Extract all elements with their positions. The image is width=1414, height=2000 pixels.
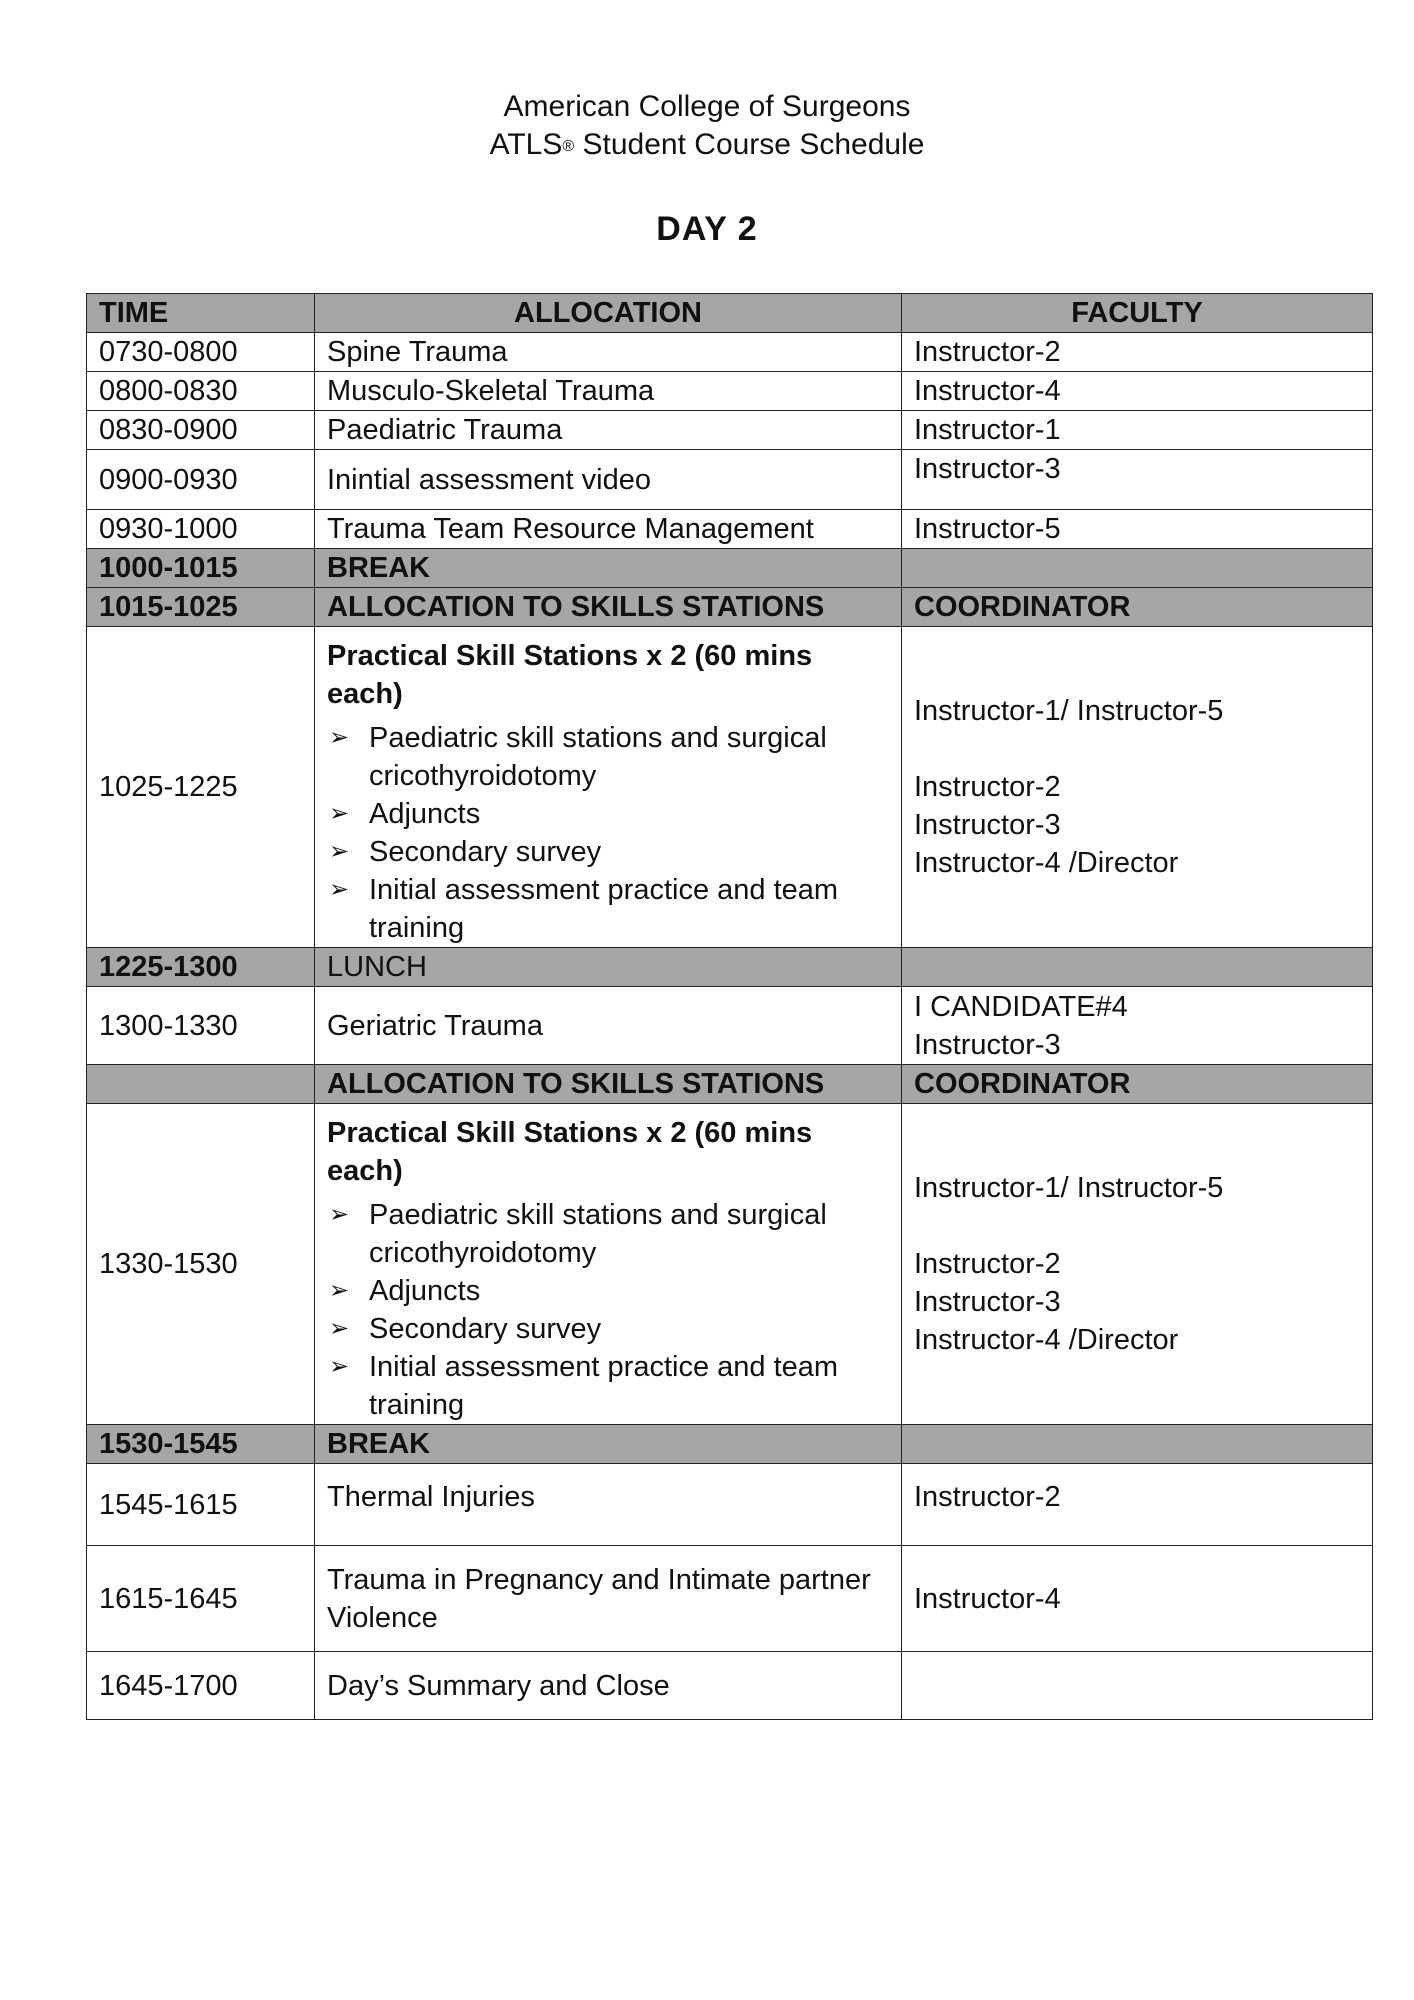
column-header-allocation: ALLOCATION [315,294,902,333]
station-label: Adjuncts [369,1275,481,1307]
stations-cell [315,627,902,948]
allocation-cell: Inintial assessment video [315,450,902,510]
faculty-cell: COORDINATOR [902,1065,1373,1104]
station-label: Secondary survey [369,1313,602,1345]
faculty-line: Instructor-3 [914,1028,1061,1061]
stations-list [327,1196,889,1424]
station-label: Paediatric skill stations and surgical cricothyroidotomy [369,722,827,792]
skill-stations-row [87,1104,1373,1425]
allocation-cell: Musculo-Skeletal Trauma [315,372,902,411]
time-cell: 1000-1015 [87,549,315,588]
stations-title: Practical Skill Stations x 2 (60 mins each) [327,1117,813,1187]
break-row [87,1425,1373,1464]
faculty-cell: Instructor-2 [902,1464,1373,1546]
faculty-cell: COORDINATOR [902,588,1373,627]
faculty-cell [902,627,1373,948]
organization-name: American College of Surgeons [503,90,911,123]
list-item [327,1272,889,1310]
allocation-row [87,588,1373,627]
allocation-row [87,1065,1373,1104]
faculty-cell: Instructor-3 [902,450,1373,510]
allocation-cell: ALLOCATION TO SKILLS STATIONS [315,1065,902,1104]
allocation-cell: LUNCH [315,948,902,987]
list-item [327,833,889,871]
time-cell [87,1065,315,1104]
faculty-line: Instructor-3 [914,1286,1061,1318]
table-row [87,372,1373,411]
faculty-cell [902,549,1373,588]
arrowhead-bullet-icon: ➢ [329,724,350,751]
stations-list [327,719,889,947]
allocation-cell: Trauma Team Resource Management [315,510,902,549]
arrowhead-bullet-icon: ➢ [329,838,350,865]
faculty-line: Instructor-2 [914,1248,1061,1280]
list-item [327,1348,889,1424]
day-heading: DAY 2 [656,210,758,248]
allocation-cell: BREAK [315,1425,902,1464]
faculty-cell: Instructor-4 [902,1546,1373,1652]
column-header-faculty: FACULTY [902,294,1373,333]
table-row [87,1652,1373,1720]
time-cell: 0800-0830 [87,372,315,411]
station-label: Secondary survey [369,836,602,868]
station-label: Paediatric skill stations and surgical cricothyroidotomy [369,1199,827,1269]
allocation-cell: Geriatric Trauma [315,987,902,1065]
arrowhead-bullet-icon: ➢ [329,800,350,827]
station-label: Initial assessment practice and team training [369,1351,839,1421]
table-row [87,510,1373,549]
allocation-cell: BREAK [315,549,902,588]
faculty-line: Instructor-2 [914,771,1061,803]
faculty-line: Instructor-4 /Director [914,847,1179,879]
faculty-cell [902,948,1373,987]
faculty-cell: Instructor-1 [902,411,1373,450]
time-cell: 1530-1545 [87,1425,315,1464]
allocation-cell: Spine Trauma [315,333,902,372]
faculty-line: Instructor-4 /Director [914,1324,1179,1356]
time-cell: 1300-1330 [87,987,315,1065]
arrowhead-bullet-icon: ➢ [329,876,350,903]
allocation-cell: Thermal Injuries [315,1464,902,1546]
faculty-line: Instructor-1/ Instructor-5 [914,1172,1224,1204]
time-cell: 0930-1000 [87,510,315,549]
allocation-cell: Trauma in Pregnancy and Intimate partner Violence [315,1546,902,1652]
course-title-suffix: Student Course Schedule [574,128,925,161]
course-title-prefix: ATLS [489,128,563,161]
faculty-line: I CANDIDATE#4 [914,990,1128,1023]
list-item [327,719,889,795]
faculty-cell: Instructor-2 [902,333,1373,372]
time-cell: 1330-1530 [87,1104,315,1425]
arrowhead-bullet-icon: ➢ [329,1353,350,1380]
table-row [87,411,1373,450]
time-cell: 1225-1300 [87,948,315,987]
faculty-cell [902,987,1373,1065]
faculty-line: Instructor-1/ Instructor-5 [914,695,1224,727]
table-header-row [87,294,1373,333]
time-cell: 1015-1025 [87,588,315,627]
allocation-cell: Paediatric Trauma [315,411,902,450]
table-row [87,1464,1373,1546]
faculty-cell: Instructor-5 [902,510,1373,549]
skill-stations-row [87,627,1373,948]
schedule-table [86,293,1373,1720]
column-header-time: TIME [87,294,315,333]
arrowhead-bullet-icon: ➢ [329,1315,350,1342]
allocation-cell: Day’s Summary and Close [315,1652,902,1720]
time-cell: 1025-1225 [87,627,315,948]
list-item [327,1196,889,1272]
list-item [327,795,889,833]
stations-title: Practical Skill Stations x 2 (60 mins each) [327,640,813,710]
registered-mark: ® [562,138,575,155]
lunch-row [87,948,1373,987]
stations-cell [315,1104,902,1425]
time-cell: 0830-0900 [87,411,315,450]
faculty-cell [902,1104,1373,1425]
time-cell: 1615-1645 [87,1546,315,1652]
table-row [87,333,1373,372]
station-label: Adjuncts [369,798,481,830]
allocation-cell: ALLOCATION TO SKILLS STATIONS [315,588,902,627]
list-item [327,871,889,947]
table-row [87,1546,1373,1652]
break-row [87,549,1373,588]
time-cell: 0900-0930 [87,450,315,510]
table-row [87,450,1373,510]
time-cell: 1545-1615 [87,1464,315,1546]
arrowhead-bullet-icon: ➢ [329,1201,350,1228]
list-item [327,1310,889,1348]
time-cell: 0730-0800 [87,333,315,372]
faculty-cell [902,1425,1373,1464]
faculty-cell: Instructor-4 [902,372,1373,411]
station-label: Initial assessment practice and team training [369,874,839,944]
faculty-cell [902,1652,1373,1720]
time-cell: 1645-1700 [87,1652,315,1720]
faculty-line: Instructor-3 [914,809,1061,841]
arrowhead-bullet-icon: ➢ [329,1277,350,1304]
table-row [87,987,1373,1065]
course-title [0,126,1414,164]
